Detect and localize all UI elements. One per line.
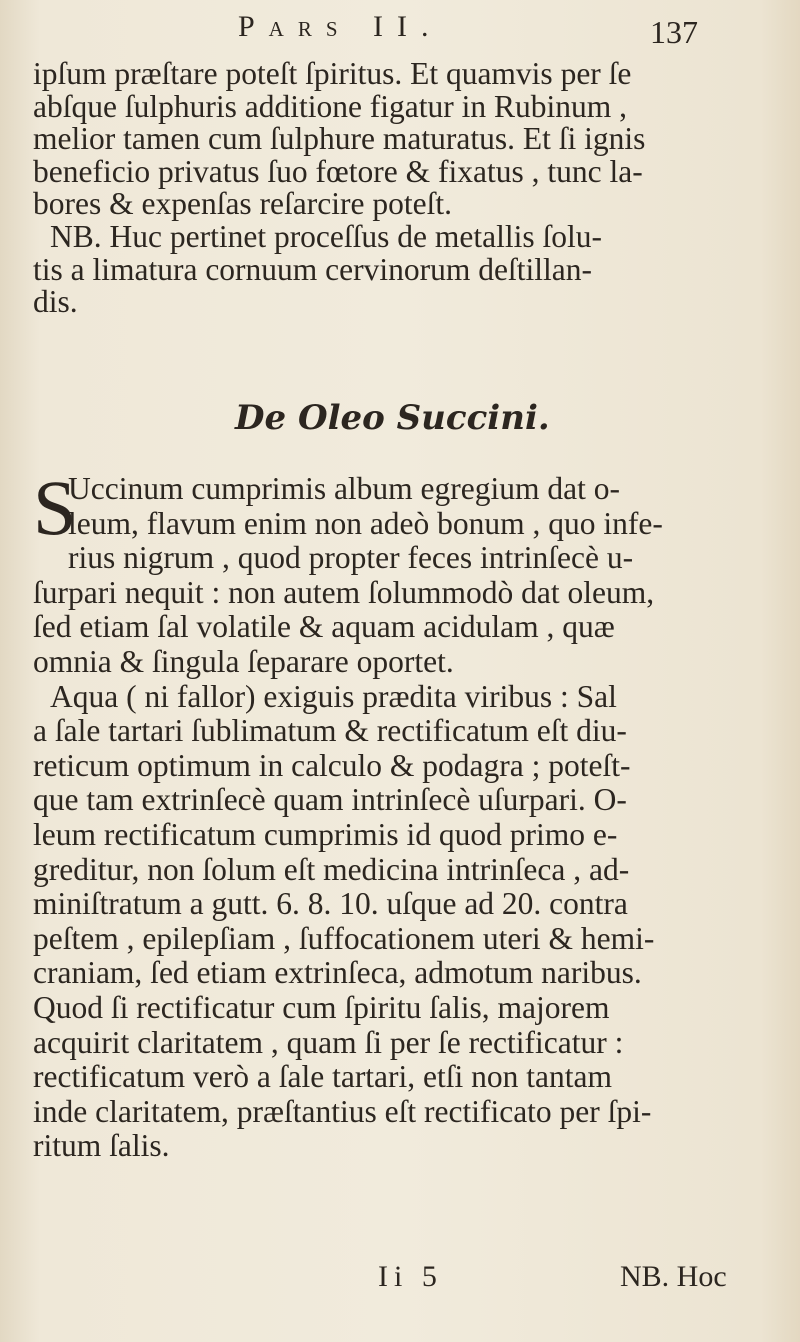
signature-mark: Ii 5	[378, 1260, 443, 1293]
text-line: rectificatum verò a ſale tartari, etſi non tantam	[33, 1059, 612, 1095]
text-line: acquirit claritatem , quam ſi per ſe rectificatur :	[33, 1024, 624, 1060]
text-line: Uccinum cumprimis album egregium dat o-	[68, 471, 620, 506]
text-line: ſurpari nequit : non autem ſolummodò dat oleum,	[33, 574, 655, 610]
text-line: Quod ſi rectificatur cum ſpiritu ſalis, majorem	[33, 989, 610, 1025]
section-heading: De Oleo Succini.	[235, 398, 550, 438]
page-footer	[0, 1260, 800, 1300]
text-line: bores & expenſas reſarcire poteſt.	[33, 186, 452, 222]
text-line: leum rectificatum cumprimis id quod primo e-	[33, 816, 618, 852]
text-line: omnia & ſingula ſeparare oportet.	[33, 643, 454, 679]
text-line: tis a limatura cornuum cervinorum deſtillan-	[33, 251, 592, 287]
text-block-top	[33, 58, 773, 319]
text-block-bottom	[33, 464, 773, 1164]
text-line: NB. Huc pertinet proceſſus de metallis ſolu-	[50, 218, 602, 254]
text-line: leum, flavum enim non adeò bonum , quo infe-	[68, 505, 663, 541]
text-line: que tam extrinſecè quam intrinſecè uſurpari. O-	[33, 782, 627, 818]
running-head: Pars II.	[238, 10, 443, 43]
text-line: reticum optimum in calculo & podagra ; poteſt-	[33, 747, 631, 783]
text-line: ſed etiam ſal volatile & aquam acidulam , quæ	[33, 609, 615, 645]
catchword: NB. Hoc	[620, 1260, 727, 1293]
text-line: craniam, ſed etiam extrinſeca, admotum naribus.	[33, 955, 642, 991]
text-line: ipſum præſtare poteſt ſpiritus. Et quamvis per ſe	[33, 56, 632, 91]
drop-cap: S	[33, 464, 77, 551]
text-line: rius nigrum , quod propter feces intrinſecè u-	[68, 540, 634, 576]
text-line: ritum ſalis.	[33, 1128, 170, 1164]
page-header	[0, 10, 800, 50]
text-line: peſtem , epilepſiam , ſuffocationem uteri & hemi-	[33, 920, 655, 956]
text-line: melior tamen cum ſulphure maturatus. Et ſi ignis	[33, 121, 646, 157]
text-line: miniſtratum a gutt. 6. 8. 10. uſque ad 20. contra	[33, 886, 628, 922]
page-number: 137	[650, 14, 698, 50]
text-line: greditur, non ſolum eſt medicina intrinſeca , ad-	[33, 851, 630, 887]
text-line: inde claritatem, præſtantius eſt rectificato per ſpi-	[33, 1093, 652, 1129]
text-line: dis.	[33, 284, 78, 320]
text-line: beneficio privatus ſuo fœtore & fixatus , tunc la-	[33, 153, 643, 189]
text-line: a ſale tartari ſublimatum & rectificatum eſt diu-	[33, 713, 627, 749]
text-line: Aqua ( ni fallor) exiguis prædita viribus : Sal	[50, 678, 617, 714]
text-line: abſque ſulphuris additione figatur in Rubinum ,	[33, 88, 628, 124]
